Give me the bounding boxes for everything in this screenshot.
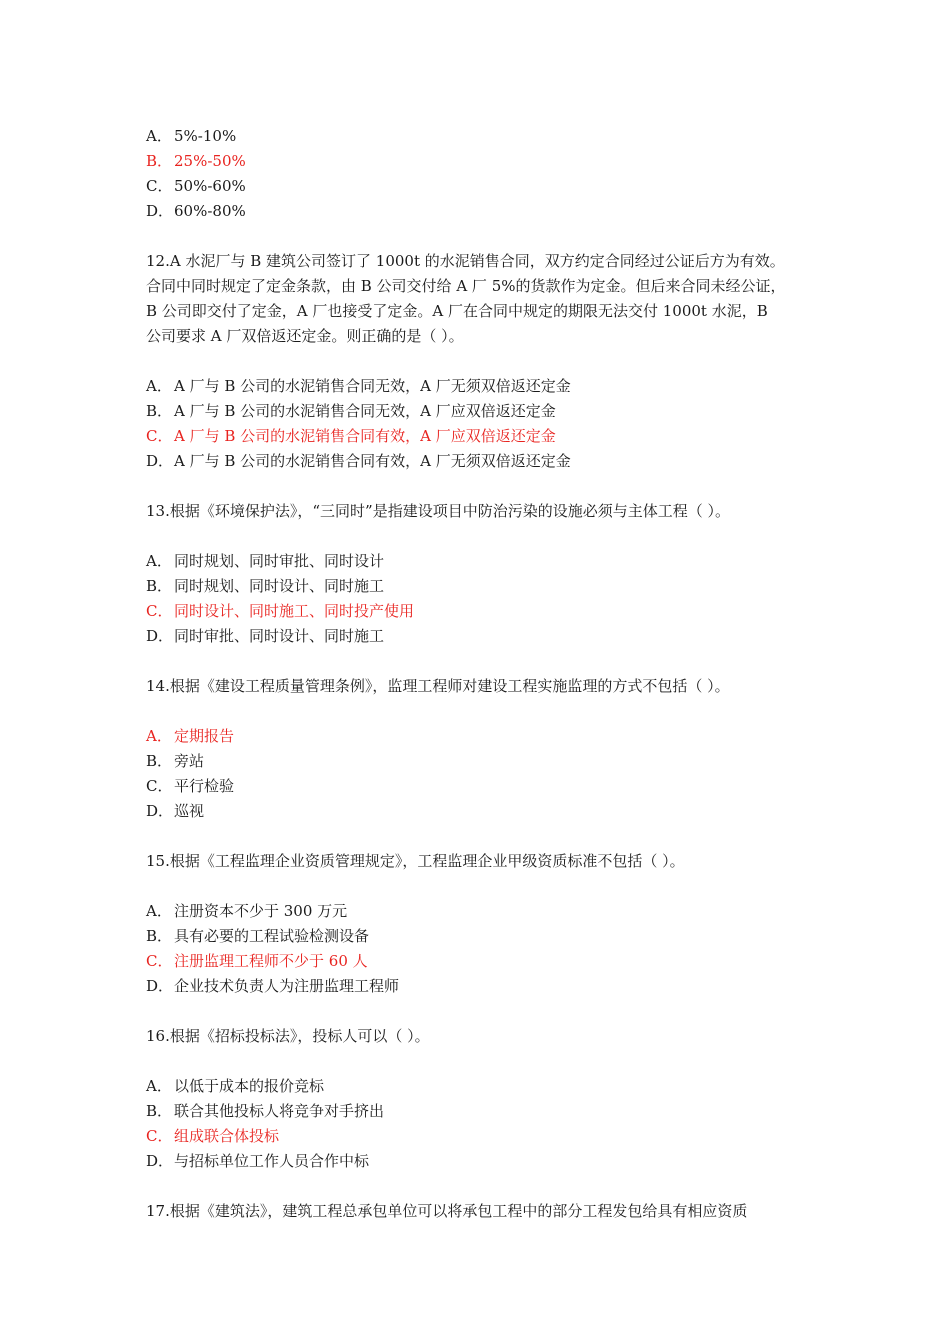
q12-options [146, 374, 826, 474]
q12-stem-line-3: B 公司即交付了定金，A 厂也接受了定金。A 厂在合同中规定的期限无法交付 1000t 水泥，B [146, 302, 768, 320]
q16-option-d: D．与招标单位工作人员合作中标 [146, 1152, 370, 1170]
question-15 [146, 849, 826, 999]
q13-option-b: B． 同时规划、同时设计、同时施工 [146, 577, 385, 595]
q12-stem-line-4: 公司要求 A 厂双倍返还定金。则正确的是（ ）。 [146, 327, 464, 345]
q16-option-b: B． 联合其他投标人将竞争对手挤出 [146, 1102, 385, 1120]
q11-option-b: B． 25%-50% [146, 152, 246, 170]
q12-option-b: B． A 厂与 B 公司的水泥销售合同无效，A 厂应双倍返还定金 [146, 402, 556, 420]
question-12 [146, 249, 826, 474]
q14-options [146, 724, 826, 824]
q12-option-a: A． A 厂与 B 公司的水泥销售合同无效，A 厂无须双倍返还定金 [146, 377, 571, 395]
q14-option-d: D．巡视 [146, 802, 205, 820]
q13-option-a: A． 同时规划、同时审批、同时设计 [146, 552, 385, 570]
q11-option-a: A． 5%-10% [146, 127, 237, 145]
q15-options [146, 899, 826, 999]
q13-option-c: C． 同时设计、同时施工、同时投产使用 [146, 602, 415, 620]
q15-stem: 15.根据《工程监理企业资质管理规定》，工程监理企业甲级资质标准不包括（ ）。 [146, 852, 685, 870]
q14-stem: 14.根据《建设工程质量管理条例》，监理工程师对建设工程实施监理的方式不包括（ ）。 [146, 677, 730, 695]
q15-option-d: D．企业技术负责人为注册监理工程师 [146, 977, 400, 995]
question-11-options [146, 124, 826, 224]
q12-option-c: C． A 厂与 B 公司的水泥销售合同有效，A 厂应双倍返还定金 [146, 427, 556, 445]
q16-option-c: C． 组成联合体投标 [146, 1127, 280, 1145]
document-content [146, 124, 826, 1224]
q12-stem-line-2: 合同中同时规定了定金条款，由 B 公司交付给 A 厂 5%的货款作为定金。但后来合同未经公证， [146, 277, 786, 295]
q17-stem: 17.根据《建筑法》，建筑工程总承包单位可以将承包工程中的部分工程发包给具有相应资质 [146, 1202, 748, 1220]
q13-options [146, 549, 826, 649]
q13-stem: 13.根据《环境保护法》，“三同时”是指建设项目中防治污染的设施必须与主体工程（ ）。 [146, 502, 730, 520]
q14-option-a: A． 定期报告 [146, 727, 235, 745]
q11-option-c: C． 50%-60% [146, 177, 246, 195]
q15-option-c: C． 注册监理工程师不少于 60 人 [146, 952, 368, 970]
q16-options [146, 1074, 826, 1174]
q14-option-b: B． 旁站 [146, 752, 205, 770]
q16-option-a: A． 以低于成本的报价竞标 [146, 1077, 325, 1095]
q16-stem: 16.根据《招标投标法》，投标人可以（ ）。 [146, 1027, 430, 1045]
q13-option-d: D．同时审批、同时设计、同时施工 [146, 627, 385, 645]
question-14 [146, 674, 826, 824]
q15-option-b: B． 具有必要的工程试验检测设备 [146, 927, 370, 945]
q11-option-d: D．60%-80% [146, 202, 246, 220]
question-17 [146, 1199, 826, 1224]
q15-option-a: A． 注册资本不少于 300 万元 [146, 902, 348, 920]
q12-option-d: D．A 厂与 B 公司的水泥销售合同有效，A 厂无须双倍返还定金 [146, 452, 571, 470]
q14-option-c: C． 平行检验 [146, 777, 235, 795]
question-16 [146, 1024, 826, 1174]
question-13 [146, 499, 826, 649]
q12-stem-line-1: 12.A 水泥厂与 B 建筑公司签订了 1000t 的水泥销售合同，双方约定合同经过公证后方为有效。 [146, 252, 785, 270]
